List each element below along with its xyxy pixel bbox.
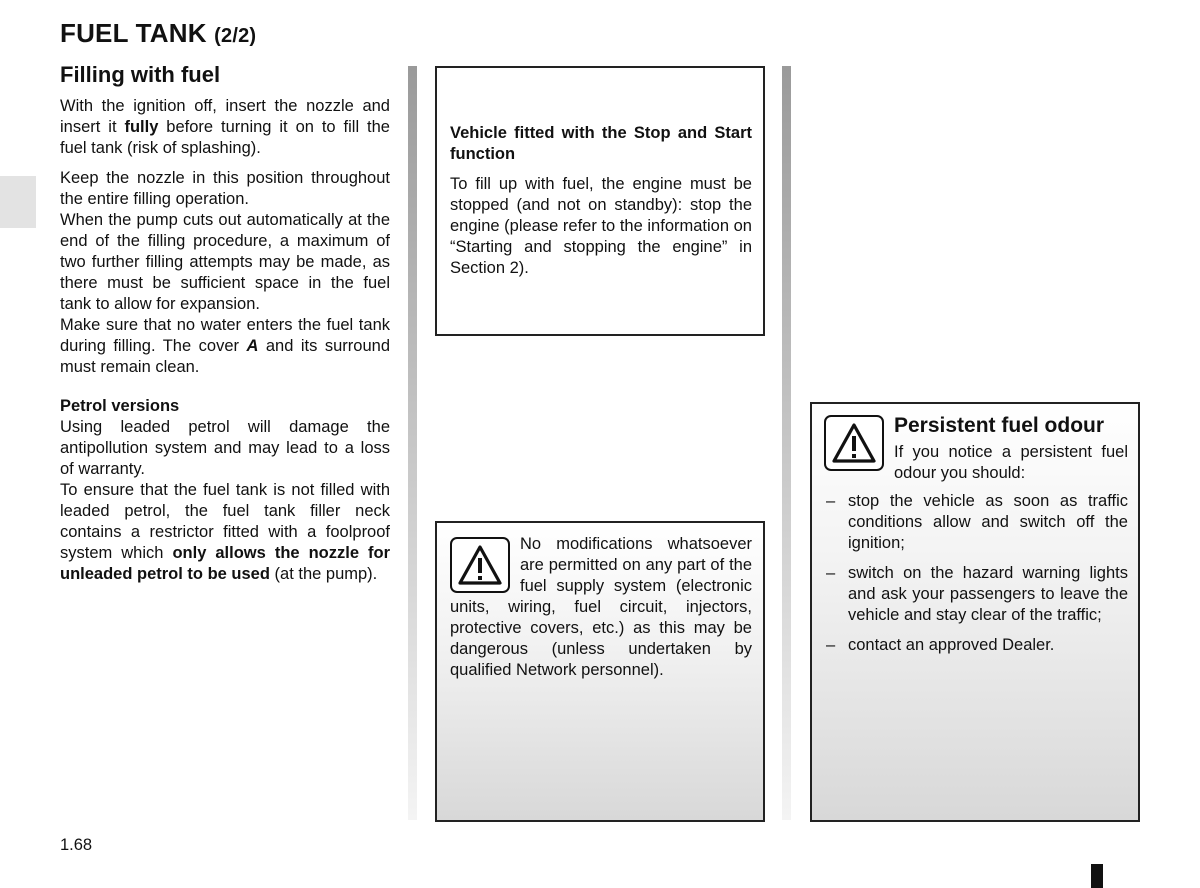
emphasis-unleaded-only: only allows the nozzle for unleaded petrol to be used: [60, 544, 390, 583]
fuel-odour-intro: If you notice a persistent fuel odour you should:: [894, 443, 1128, 482]
column-divider-right: [782, 66, 791, 820]
list-item: – contact an approved Dealer.: [826, 636, 1055, 654]
warning-triangle-icon: [824, 415, 884, 471]
page-edge-marker: [1091, 864, 1103, 888]
modifications-warning-box: [435, 521, 765, 822]
emphasis-fully: fully: [124, 118, 159, 136]
page-title-part: (2/2): [214, 25, 257, 47]
page-number: 1.68: [60, 836, 93, 854]
petrol-paragraph-2: To ensure that the fuel tank is not filled with leaded petrol, the fuel tank filler neck contains a restrictor fitted with a foolproof system which only allows the nozzle for unleaded petrol to be used (at the pump).: [60, 481, 390, 583]
fuel-odour-warning-box: [810, 402, 1140, 822]
stop-start-text: To fill up with fuel, the engine must be stopped (and not on standby): stop the engine (please refer to the information on “Starting and stopping the engine” in Section 2).: [450, 175, 752, 277]
petrol-versions-heading: Petrol versions: [60, 397, 180, 415]
fuel-odour-steps: [824, 491, 1128, 656]
cover-label-a: A: [246, 337, 259, 355]
list-item: – stop the vehicle as soon as traffic conditions allow and switch off the ignition;: [826, 492, 1128, 552]
modifications-warning-text: No modifications whatsoever are permitted on any part of the fuel supply system (electronic units, wiring, fuel circuit, injectors, protective covers, etc.) as this may be dangerous (unless undertaken by qualified Network personnel).: [450, 535, 752, 679]
warning-triangle-icon: [450, 537, 510, 593]
page-title: [60, 18, 256, 49]
column-divider-left: [408, 66, 417, 820]
stop-start-info-box: [435, 66, 765, 336]
petrol-paragraph-1: Using leaded petrol will damage the antipollution system and may lead to a loss of warranty.: [60, 418, 390, 478]
filling-paragraph-3: When the pump cuts out automatically at the end of the filling procedure, a maximum of two further filling attempts may be made, as there must be sufficient space in the fuel tank to allow for expansion.: [60, 211, 390, 313]
page-title-text: FUEL TANK: [60, 18, 207, 48]
filling-paragraph-4: Make sure that no water enters the fuel tank during filling. The cover A and its surround must remain clean.: [60, 316, 390, 376]
stop-start-heading: Vehicle fitted with the Stop and Start function: [450, 124, 752, 163]
filling-paragraph-2: Keep the nozzle in this position throughout the entire filling operation.: [60, 169, 390, 208]
list-item: – switch on the hazard warning lights and ask your passengers to leave the vehicle and stay clear of the traffic;: [826, 564, 1128, 624]
left-column: [60, 96, 390, 585]
fuel-odour-heading: Persistent fuel odour: [894, 414, 1105, 437]
filling-paragraph-1: With the ignition off, insert the nozzle and insert it fully before turning it on to fill the fuel tank (risk of splashing).: [60, 97, 390, 157]
section-heading-filling: Filling with fuel: [60, 62, 221, 87]
section-tab-marker: [0, 176, 36, 228]
